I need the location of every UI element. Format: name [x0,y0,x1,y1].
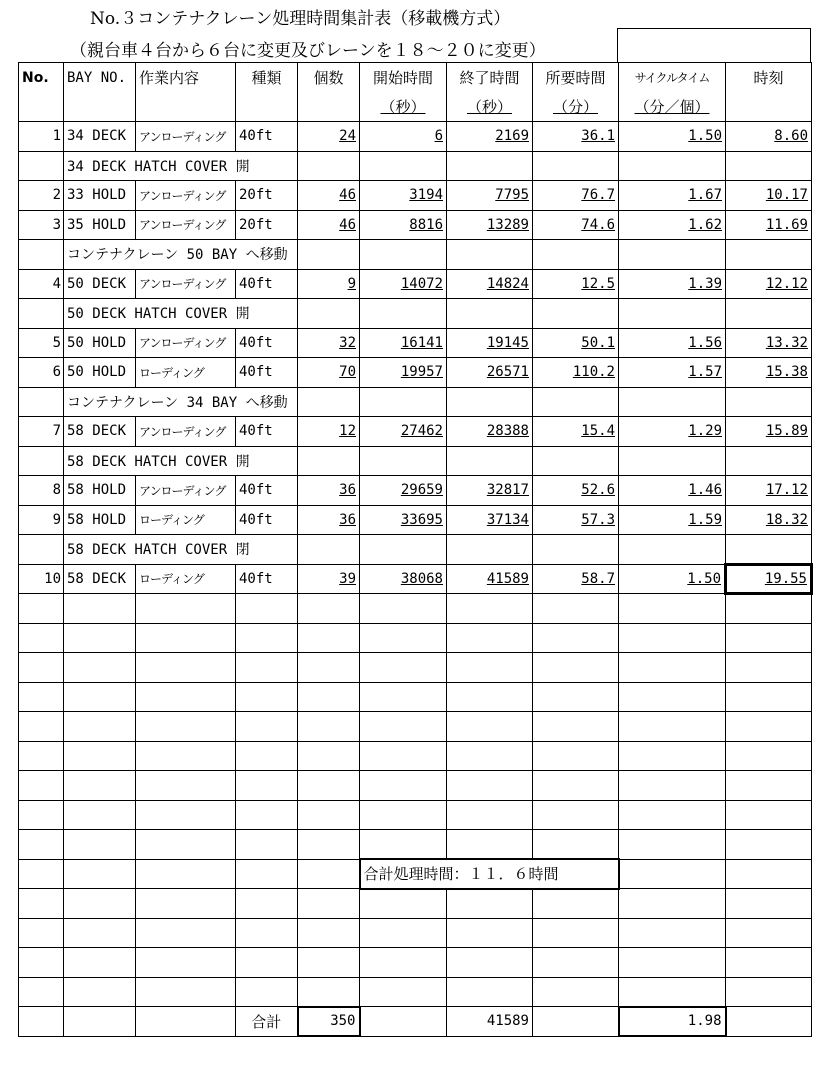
row-bay: 50 HOLD [64,358,136,388]
row-note: コンテナクレーン 34 BAY へ移動 [64,387,298,417]
row-work: アンローディング [136,328,236,358]
table-row [19,122,812,152]
row-count: 39 [298,564,360,594]
table-row [19,181,812,211]
row-count: 24 [298,122,360,152]
row-kind: 40ft [236,476,298,506]
blank-row [19,830,812,860]
note-row [19,240,812,270]
row-start: 33695 [360,505,447,535]
row-time: 8.60 [726,122,812,152]
row-work: ローディング [136,505,236,535]
row-end: 32817 [447,476,533,506]
blank-row [19,771,812,801]
row-count: 12 [298,417,360,447]
header-row [19,63,812,93]
row-work: アンローディング [136,269,236,299]
row-work: アンローディング [136,417,236,447]
row-req: 15.4 [533,417,619,447]
row-time: 18.32 [726,505,812,535]
row-no: 6 [19,358,64,388]
row-end: 41589 [447,564,533,594]
row-cycle: 1.67 [619,181,726,211]
col-header-kind: 種類 [236,63,298,93]
blank-row [19,623,812,653]
row-start: 14072 [360,269,447,299]
blank-row [19,741,812,771]
unit-req: （分） [533,92,619,122]
summary-table [18,62,813,1037]
row-note: 34 DECK HATCH COVER 開 [64,151,298,181]
row-req: 57.3 [533,505,619,535]
row-note: 50 DECK HATCH COVER 開 [64,299,298,329]
totals-label: 合計 [236,1007,298,1037]
row-kind: 40ft [236,505,298,535]
row-end: 13289 [447,210,533,240]
row-req: 76.7 [533,181,619,211]
blank-row [19,594,812,624]
row-end: 2169 [447,122,533,152]
row-kind: 40ft [236,328,298,358]
row-end: 28388 [447,417,533,447]
blank-row [19,653,812,683]
blank-rows [19,594,812,1007]
row-req: 12.5 [533,269,619,299]
table-row [19,210,812,240]
totals-row [19,1007,812,1037]
row-kind: 40ft [236,269,298,299]
col-header-end: 終了時間 [447,63,533,93]
row-start: 38068 [360,564,447,594]
summary-note: 合計処理時間：１１．６時間 [360,859,619,889]
row-start: 6 [360,122,447,152]
row-no: 1 [19,122,64,152]
table-row [19,505,812,535]
row-req: 50.1 [533,328,619,358]
row-cycle: 1.62 [619,210,726,240]
blank-row [19,712,812,742]
row-req: 58.7 [533,564,619,594]
row-note: 58 DECK HATCH COVER 開 [64,446,298,476]
col-header-no: No. [19,63,64,93]
totals-cycle: 1.98 [619,1007,726,1037]
note-row [19,299,812,329]
unit-end: （秒） [447,92,533,122]
col-header-cycle: サイクルタイム [619,63,726,93]
totals-end: 41589 [447,1007,533,1037]
subheader-row [19,92,812,122]
row-count: 46 [298,181,360,211]
blank-row [19,889,812,919]
blank-row [19,859,812,889]
col-header-start: 開始時間 [360,63,447,93]
row-work: ローディング [136,564,236,594]
row-time: 15.38 [726,358,812,388]
row-work: ローディング [136,358,236,388]
row-cycle: 1.50 [619,564,726,594]
row-bay: 58 HOLD [64,476,136,506]
table-row [19,417,812,447]
row-req: 36.1 [533,122,619,152]
row-start: 19957 [360,358,447,388]
table-row [19,269,812,299]
row-bay: 33 HOLD [64,181,136,211]
row-work: アンローディング [136,476,236,506]
row-no: 5 [19,328,64,358]
blank-row [19,918,812,948]
row-bay: 58 DECK [64,417,136,447]
blank-row [19,682,812,712]
row-count: 32 [298,328,360,358]
row-time: 17.12 [726,476,812,506]
row-count: 9 [298,269,360,299]
col-header-time: 時刻 [726,63,812,93]
row-end: 26571 [447,358,533,388]
row-kind: 40ft [236,122,298,152]
row-time: 12.12 [726,269,812,299]
row-no: 2 [19,181,64,211]
row-start: 3194 [360,181,447,211]
row-cycle: 1.29 [619,417,726,447]
row-bay: 58 HOLD [64,505,136,535]
unit-start: （秒） [360,92,447,122]
row-bay: 35 HOLD [64,210,136,240]
table-row [19,476,812,506]
row-count: 46 [298,210,360,240]
row-work: アンローディング [136,210,236,240]
row-start: 16141 [360,328,447,358]
blank-row [19,800,812,830]
row-cycle: 1.56 [619,328,726,358]
data-rows [19,122,812,594]
row-cycle: 1.39 [619,269,726,299]
row-kind: 40ft [236,358,298,388]
row-cycle: 1.46 [619,476,726,506]
row-end: 14824 [447,269,533,299]
note-row [19,387,812,417]
row-kind: 20ft [236,181,298,211]
row-bay: 50 HOLD [64,328,136,358]
table-row [19,328,812,358]
col-header-work: 作業内容 [136,63,236,93]
row-work: アンローディング [136,181,236,211]
note-row [19,151,812,181]
row-time: 15.89 [726,417,812,447]
row-count: 70 [298,358,360,388]
page-title: No.３コンテナクレーン処理時間集計表（移載機方式） [90,9,511,29]
row-no: 7 [19,417,64,447]
totals-count: 350 [298,1007,360,1037]
blank-row [19,977,812,1007]
row-cycle: 1.57 [619,358,726,388]
row-no: 8 [19,476,64,506]
row-time: 10.17 [726,181,812,211]
row-bay: 34 DECK [64,122,136,152]
row-time: 13.32 [726,328,812,358]
row-start: 29659 [360,476,447,506]
row-bay: 58 DECK [64,564,136,594]
page-subtitle: （親台車４台から６台に変更及びレーンを１８～２０に変更） [70,41,546,61]
row-count: 36 [298,505,360,535]
row-kind: 40ft [236,564,298,594]
row-kind: 20ft [236,210,298,240]
row-count: 36 [298,476,360,506]
table-row [19,564,812,594]
row-start: 27462 [360,417,447,447]
row-time: 11.69 [726,210,812,240]
row-bay: 50 DECK [64,269,136,299]
row-end: 7795 [447,181,533,211]
row-note: コンテナクレーン 50 BAY へ移動 [64,240,298,270]
row-work: アンローディング [136,122,236,152]
col-header-count: 個数 [298,63,360,93]
row-note: 58 DECK HATCH COVER 閉 [64,535,298,565]
row-end: 37134 [447,505,533,535]
row-time: 19.55 [726,564,812,594]
row-no: 10 [19,564,64,594]
row-cycle: 1.59 [619,505,726,535]
row-no: 3 [19,210,64,240]
header-empty-box [617,28,811,62]
note-row [19,446,812,476]
unit-cycle: （分／個） [619,92,726,122]
note-row [19,535,812,565]
row-end: 19145 [447,328,533,358]
col-header-bay: BAY NO. [64,63,136,93]
row-kind: 40ft [236,417,298,447]
table-row [19,358,812,388]
row-req: 52.6 [533,476,619,506]
blank-row [19,948,812,978]
row-req: 110.2 [533,358,619,388]
row-cycle: 1.50 [619,122,726,152]
row-no: 4 [19,269,64,299]
row-start: 8816 [360,210,447,240]
row-no: 9 [19,505,64,535]
col-header-req: 所要時間 [533,63,619,93]
row-req: 74.6 [533,210,619,240]
